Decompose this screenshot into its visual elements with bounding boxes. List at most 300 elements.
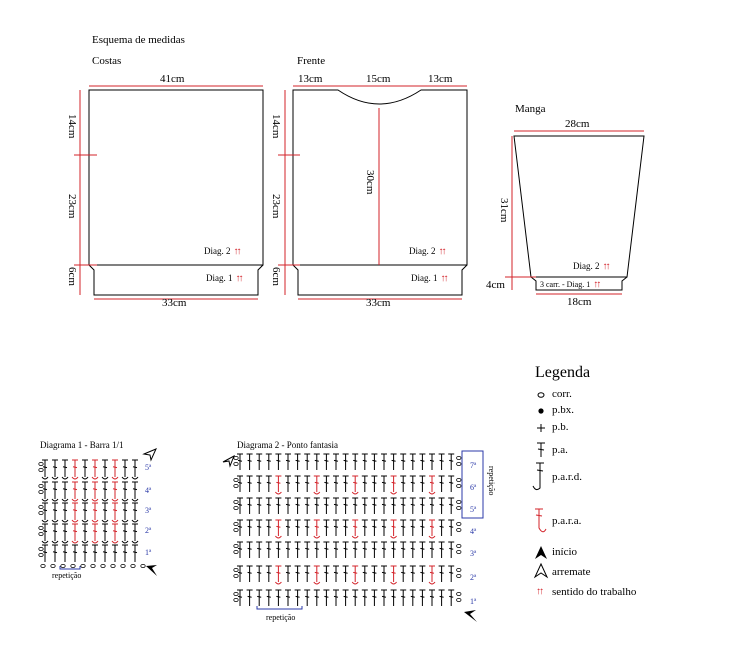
double-crochet-mark (73, 552, 77, 553)
frente-center-height: 30cm (364, 170, 376, 195)
double-crochet-mark (93, 467, 97, 468)
post-stitch-mark (52, 541, 58, 543)
work-direction-icon: ↑↑ (593, 279, 600, 290)
double-crochet-mark (449, 460, 453, 461)
diagram2-row-2: 2ª (470, 573, 477, 582)
frente-body-outline (293, 90, 467, 265)
double-crochet-mark (93, 531, 97, 532)
double-crochet-mark (353, 596, 357, 597)
double-crochet-mark (440, 596, 444, 597)
post-stitch-mark (62, 520, 68, 522)
double-crochet-mark (296, 504, 300, 505)
double-crochet-mark (248, 596, 252, 597)
diagram2-stitch-chart (223, 451, 483, 622)
double-crochet-mark (372, 504, 376, 505)
double-crochet-mark (430, 572, 434, 573)
double-crochet-mark (238, 504, 242, 505)
double-crochet-mark (430, 526, 434, 527)
chain-mark (234, 574, 238, 577)
work-direction-icon: ↑↑ (536, 586, 542, 597)
frente-top-right: 13cm (428, 73, 453, 85)
double-crochet-mark (296, 572, 300, 573)
double-crochet-mark (401, 482, 405, 483)
double-crochet-mark (392, 548, 396, 549)
post-stitch-mark (275, 492, 281, 494)
post-stitch-mark (102, 520, 108, 522)
double-crochet-mark (305, 504, 309, 505)
chain-mark (101, 564, 105, 567)
manga-diag2-text: Diag. 2 (573, 261, 600, 271)
double-crochet-mark (449, 504, 453, 505)
double-crochet-mark (382, 572, 386, 573)
double-crochet-mark (324, 596, 328, 597)
double-crochet-mark (344, 572, 348, 573)
double-crochet-mark (103, 531, 107, 532)
start-arrow-mark (464, 610, 477, 622)
double-crochet-mark (296, 482, 300, 483)
post-stitch-mark (352, 492, 358, 494)
post-stitch-mark (275, 582, 281, 584)
manga-cuff-label (540, 279, 599, 290)
legend-item-slip: p.bx. (552, 404, 574, 416)
work-direction-icon: ↑↑ (233, 246, 240, 257)
diagram1-row-4: 4ª (145, 486, 152, 495)
double-crochet-mark (363, 526, 367, 527)
manga-height: 31cm (498, 198, 510, 223)
double-crochet-mark (63, 552, 67, 553)
double-crochet-mark (93, 510, 97, 511)
chain-mark (61, 564, 65, 567)
double-crochet-mark (334, 572, 338, 573)
finish-arrow-mark (223, 456, 234, 466)
legend-item-double: p.a. (552, 444, 568, 456)
costas-diag1-label (206, 273, 242, 284)
double-crochet-mark (334, 504, 338, 505)
double-crochet-mark (324, 482, 328, 483)
chain-mark (234, 484, 238, 487)
double-crochet-mark (430, 596, 434, 597)
double-crochet-mark (363, 572, 367, 573)
chain-mark (457, 500, 461, 503)
double-crochet-mark (103, 489, 107, 490)
post-stitch-mark (352, 536, 358, 538)
double-crochet-mark (113, 467, 117, 468)
post-stitch-mark (391, 492, 397, 494)
costas-h-lower: 6cm (66, 267, 78, 286)
frente-diag2-label (409, 246, 445, 257)
double-crochet-mark (296, 548, 300, 549)
double-crochet-mark (267, 596, 271, 597)
double-crochet-mark (411, 482, 415, 483)
double-crochet-mark (372, 460, 376, 461)
costas-diag1-text: Diag. 1 (206, 273, 233, 283)
post-stitch-mark (62, 477, 68, 479)
double-crochet-mark (276, 596, 280, 597)
post-stitch-mark (82, 477, 88, 479)
double-crochet-mark (401, 460, 405, 461)
double-crochet-mark (276, 460, 280, 461)
legend-item-direction: sentido do trabalho (552, 586, 637, 598)
legend-item-chain: corr. (552, 388, 572, 400)
post-stitch-mark (122, 477, 128, 479)
chain-mark (81, 564, 85, 567)
double-crochet-icon (537, 443, 545, 457)
post-stitch-mark (72, 499, 78, 501)
costas-h-middle: 23cm (66, 194, 78, 219)
double-crochet-mark (392, 596, 396, 597)
costas-diag2-text: Diag. 2 (204, 246, 231, 256)
double-crochet-mark (83, 531, 87, 532)
double-crochet-mark (420, 596, 424, 597)
chain-mark (457, 506, 461, 509)
frente-diag1-label (411, 273, 447, 284)
finish-arrow-mark (144, 449, 156, 460)
double-crochet-mark (123, 489, 127, 490)
double-crochet-mark (123, 467, 127, 468)
double-crochet-mark (363, 504, 367, 505)
post-stitch-mark (92, 499, 98, 501)
double-crochet-mark (133, 531, 137, 532)
diagram2-row-7: 7ª (470, 461, 477, 470)
double-crochet-mark (344, 548, 348, 549)
double-crochet-mark (276, 572, 280, 573)
chain-mark (39, 547, 43, 550)
double-crochet-mark (382, 482, 386, 483)
double-crochet-mark (93, 552, 97, 553)
start-arrow-mark (146, 565, 157, 576)
legend-item-bpdc: p.a.r.d. (552, 471, 582, 483)
chain-mark (457, 574, 461, 577)
double-crochet-mark (334, 526, 338, 527)
double-crochet-mark (440, 460, 444, 461)
double-crochet-mark (103, 467, 107, 468)
chain-mark (457, 568, 461, 571)
manga-bottom-width: 18cm (567, 296, 592, 308)
double-crochet-mark (43, 531, 47, 532)
double-crochet-mark (372, 596, 376, 597)
double-crochet-mark (392, 504, 396, 505)
chain-mark (39, 532, 43, 535)
chain-mark (39, 526, 43, 529)
double-crochet-mark (113, 510, 117, 511)
double-crochet-mark (382, 460, 386, 461)
frente-diag1-text: Diag. 1 (411, 273, 438, 283)
post-stitch-mark (102, 541, 108, 543)
double-crochet-mark (392, 460, 396, 461)
double-crochet-mark (276, 504, 280, 505)
double-crochet-mark (73, 531, 77, 532)
post-stitch-mark (72, 541, 78, 543)
double-crochet-mark (305, 572, 309, 573)
double-crochet-mark (344, 504, 348, 505)
chain-mark (457, 522, 461, 525)
double-crochet-mark (353, 548, 357, 549)
chain-mark (234, 592, 238, 595)
double-crochet-mark (344, 460, 348, 461)
double-crochet-mark (286, 504, 290, 505)
diagram2-row-6: 6ª (470, 483, 477, 492)
double-crochet-mark (53, 489, 57, 490)
costas-bottom-width: 33cm (162, 297, 187, 309)
double-crochet-mark (286, 548, 290, 549)
double-crochet-mark (103, 510, 107, 511)
double-crochet-mark (420, 504, 424, 505)
double-crochet-mark (440, 482, 444, 483)
post-stitch-mark (112, 477, 118, 479)
double-crochet-mark (401, 596, 405, 597)
double-crochet-mark (430, 548, 434, 549)
chain-mark (39, 505, 43, 508)
frente-diag2-text: Diag. 2 (409, 246, 436, 256)
double-crochet-mark (63, 467, 67, 468)
double-crochet-mark (353, 526, 357, 527)
double-crochet-mark (305, 596, 309, 597)
double-crochet-mark (449, 526, 453, 527)
double-crochet-mark (440, 572, 444, 573)
double-crochet-mark (286, 596, 290, 597)
double-crochet-mark (238, 460, 242, 461)
double-crochet-mark (305, 526, 309, 527)
double-crochet-mark (238, 526, 242, 527)
double-crochet-mark (324, 548, 328, 549)
double-crochet-mark (257, 526, 261, 527)
double-crochet-mark (411, 572, 415, 573)
double-crochet-mark (372, 548, 376, 549)
diagram1-row-5: 5ª (145, 463, 152, 472)
double-crochet-mark (315, 504, 319, 505)
post-stitch-mark (391, 582, 397, 584)
double-crochet-mark (411, 504, 415, 505)
double-crochet-mark (392, 482, 396, 483)
double-crochet-mark (53, 510, 57, 511)
post-stitch-mark (62, 541, 68, 543)
double-crochet-mark (296, 460, 300, 461)
double-crochet-mark (324, 526, 328, 527)
post-stitch-mark (42, 520, 48, 522)
double-crochet-mark (401, 548, 405, 549)
chain-mark (234, 500, 238, 503)
double-crochet-mark (401, 526, 405, 527)
double-crochet-mark (401, 504, 405, 505)
chain-stitch-icon (538, 393, 544, 398)
post-stitch-mark (52, 520, 58, 522)
post-stitch-mark (132, 499, 138, 501)
post-stitch-mark (82, 541, 88, 543)
double-crochet-mark (267, 548, 271, 549)
single-crochet-icon (537, 424, 545, 432)
double-crochet-mark (276, 482, 280, 483)
double-crochet-mark (430, 504, 434, 505)
double-crochet-mark (63, 510, 67, 511)
repeat-bracket (257, 606, 302, 609)
double-crochet-mark (430, 482, 434, 483)
frente-top-center: 15cm (366, 73, 391, 85)
chain-mark (234, 478, 238, 481)
double-crochet-mark (440, 504, 444, 505)
double-crochet-mark (353, 572, 357, 573)
post-stitch-mark (132, 541, 138, 543)
double-crochet-mark (305, 482, 309, 483)
double-crochet-mark (267, 526, 271, 527)
double-crochet-mark (257, 460, 261, 461)
double-crochet-mark (324, 504, 328, 505)
legend-item-fpdc: p.a.r.a. (552, 515, 582, 527)
double-crochet-mark (411, 548, 415, 549)
double-crochet-mark (238, 596, 242, 597)
double-crochet-mark (286, 482, 290, 483)
double-crochet-mark (257, 572, 261, 573)
chain-mark (234, 568, 238, 571)
post-stitch-mark (42, 541, 48, 543)
double-crochet-mark (133, 489, 137, 490)
chain-mark (131, 564, 135, 567)
chain-mark (234, 462, 238, 465)
double-crochet-mark (334, 460, 338, 461)
chain-mark (234, 506, 238, 509)
diagram1-row-1: 1ª (145, 548, 152, 557)
post-stitch-mark (72, 520, 78, 522)
chain-mark (234, 528, 238, 531)
post-stitch-mark (314, 492, 320, 494)
double-crochet-mark (382, 596, 386, 597)
double-crochet-mark (43, 510, 47, 511)
chain-mark (39, 462, 43, 465)
double-crochet-mark (363, 460, 367, 461)
post-stitch-mark (314, 536, 320, 538)
post-stitch-mark (122, 541, 128, 543)
post-stitch-mark (82, 520, 88, 522)
double-crochet-mark (113, 531, 117, 532)
double-crochet-mark (123, 531, 127, 532)
chain-mark (234, 598, 238, 601)
chain-mark (141, 564, 145, 567)
double-crochet-mark (73, 467, 77, 468)
double-crochet-mark (83, 552, 87, 553)
chain-mark (39, 490, 43, 493)
frente-h-middle: 23cm (270, 194, 282, 219)
chain-mark (39, 468, 43, 471)
post-stitch-mark (429, 536, 435, 538)
double-crochet-mark (133, 510, 137, 511)
post-stitch-mark (52, 499, 58, 501)
manga-top-width: 28cm (565, 118, 590, 130)
double-crochet-mark (53, 552, 57, 553)
post-stitch-mark (132, 520, 138, 522)
manga-diag2-label (573, 261, 609, 272)
costas-top-width: 41cm (160, 73, 185, 85)
double-crochet-mark (238, 482, 242, 483)
post-stitch-mark (52, 477, 58, 479)
double-crochet-mark (420, 548, 424, 549)
diagram1-row-2: 2ª (145, 526, 152, 535)
double-crochet-mark (334, 596, 338, 597)
double-crochet-mark (382, 504, 386, 505)
double-crochet-mark (248, 460, 252, 461)
chain-mark (457, 462, 461, 465)
double-crochet-mark (392, 526, 396, 527)
diagram2-row-5: 5ª (470, 505, 477, 514)
post-stitch-mark (42, 477, 48, 479)
post-stitch-mark (72, 477, 78, 479)
diagram2-row-1: 1ª (470, 597, 477, 606)
double-crochet-mark (334, 548, 338, 549)
double-crochet-mark (267, 572, 271, 573)
costas-body-outline (89, 90, 263, 265)
double-crochet-mark (43, 467, 47, 468)
double-crochet-mark (430, 460, 434, 461)
double-crochet-mark (63, 531, 67, 532)
post-stitch-mark (102, 499, 108, 501)
diagram1-title: Diagrama 1 - Barra 1/1 (40, 440, 124, 450)
diagram2-row-3: 3ª (470, 549, 477, 558)
chain-mark (39, 553, 43, 556)
diagram2-row-4: 4ª (470, 527, 477, 536)
manga-cuff-height: 4cm (486, 279, 505, 291)
costas-h-upper: 14cm (66, 114, 78, 139)
diagram1-stitch-chart (39, 449, 157, 576)
double-crochet-mark (43, 489, 47, 490)
frente-top-left: 13cm (298, 73, 323, 85)
double-crochet-mark (363, 548, 367, 549)
costas-diag2-label (204, 246, 240, 257)
post-stitch-mark (352, 582, 358, 584)
double-crochet-mark (344, 482, 348, 483)
double-crochet-mark (449, 596, 453, 597)
frente-title: Frente (297, 55, 326, 67)
double-crochet-mark (315, 596, 319, 597)
manga-cuff-text: 3 carr. - Diag. 1 (540, 280, 591, 289)
chain-mark (121, 564, 125, 567)
chain-mark (234, 550, 238, 553)
double-crochet-mark (411, 526, 415, 527)
diagram2-repeat-label: repetição (266, 613, 296, 622)
double-crochet-mark (344, 526, 348, 527)
work-direction-icon: ↑↑ (235, 273, 242, 284)
chain-mark (457, 598, 461, 601)
double-crochet-mark (363, 482, 367, 483)
double-crochet-mark (315, 572, 319, 573)
manga-outline (514, 136, 644, 277)
legend-item-finish: arremate (552, 566, 591, 578)
double-crochet-mark (296, 596, 300, 597)
chain-mark (457, 544, 461, 547)
double-crochet-mark (83, 510, 87, 511)
double-crochet-mark (411, 460, 415, 461)
chain-mark (457, 478, 461, 481)
double-crochet-mark (123, 510, 127, 511)
chain-mark (39, 511, 43, 514)
double-crochet-mark (449, 482, 453, 483)
post-stitch-mark (62, 499, 68, 501)
double-crochet-mark (83, 467, 87, 468)
chain-mark (51, 564, 55, 567)
double-crochet-mark (411, 596, 415, 597)
double-crochet-mark (133, 552, 137, 553)
work-direction-icon: ↑↑ (438, 246, 445, 257)
double-crochet-mark (257, 596, 261, 597)
post-stitch-mark (112, 520, 118, 522)
double-crochet-mark (133, 467, 137, 468)
double-crochet-mark (257, 482, 261, 483)
finish-arrow-icon (535, 564, 547, 577)
page-title: Esquema de medidas (92, 34, 185, 46)
frente-bottom-width: 33cm (366, 297, 391, 309)
diagram1-repeat-label: repetição (52, 571, 82, 580)
chain-mark (234, 544, 238, 547)
chain-mark (234, 522, 238, 525)
frente-h-upper: 14cm (270, 114, 282, 139)
double-crochet-mark (257, 504, 261, 505)
